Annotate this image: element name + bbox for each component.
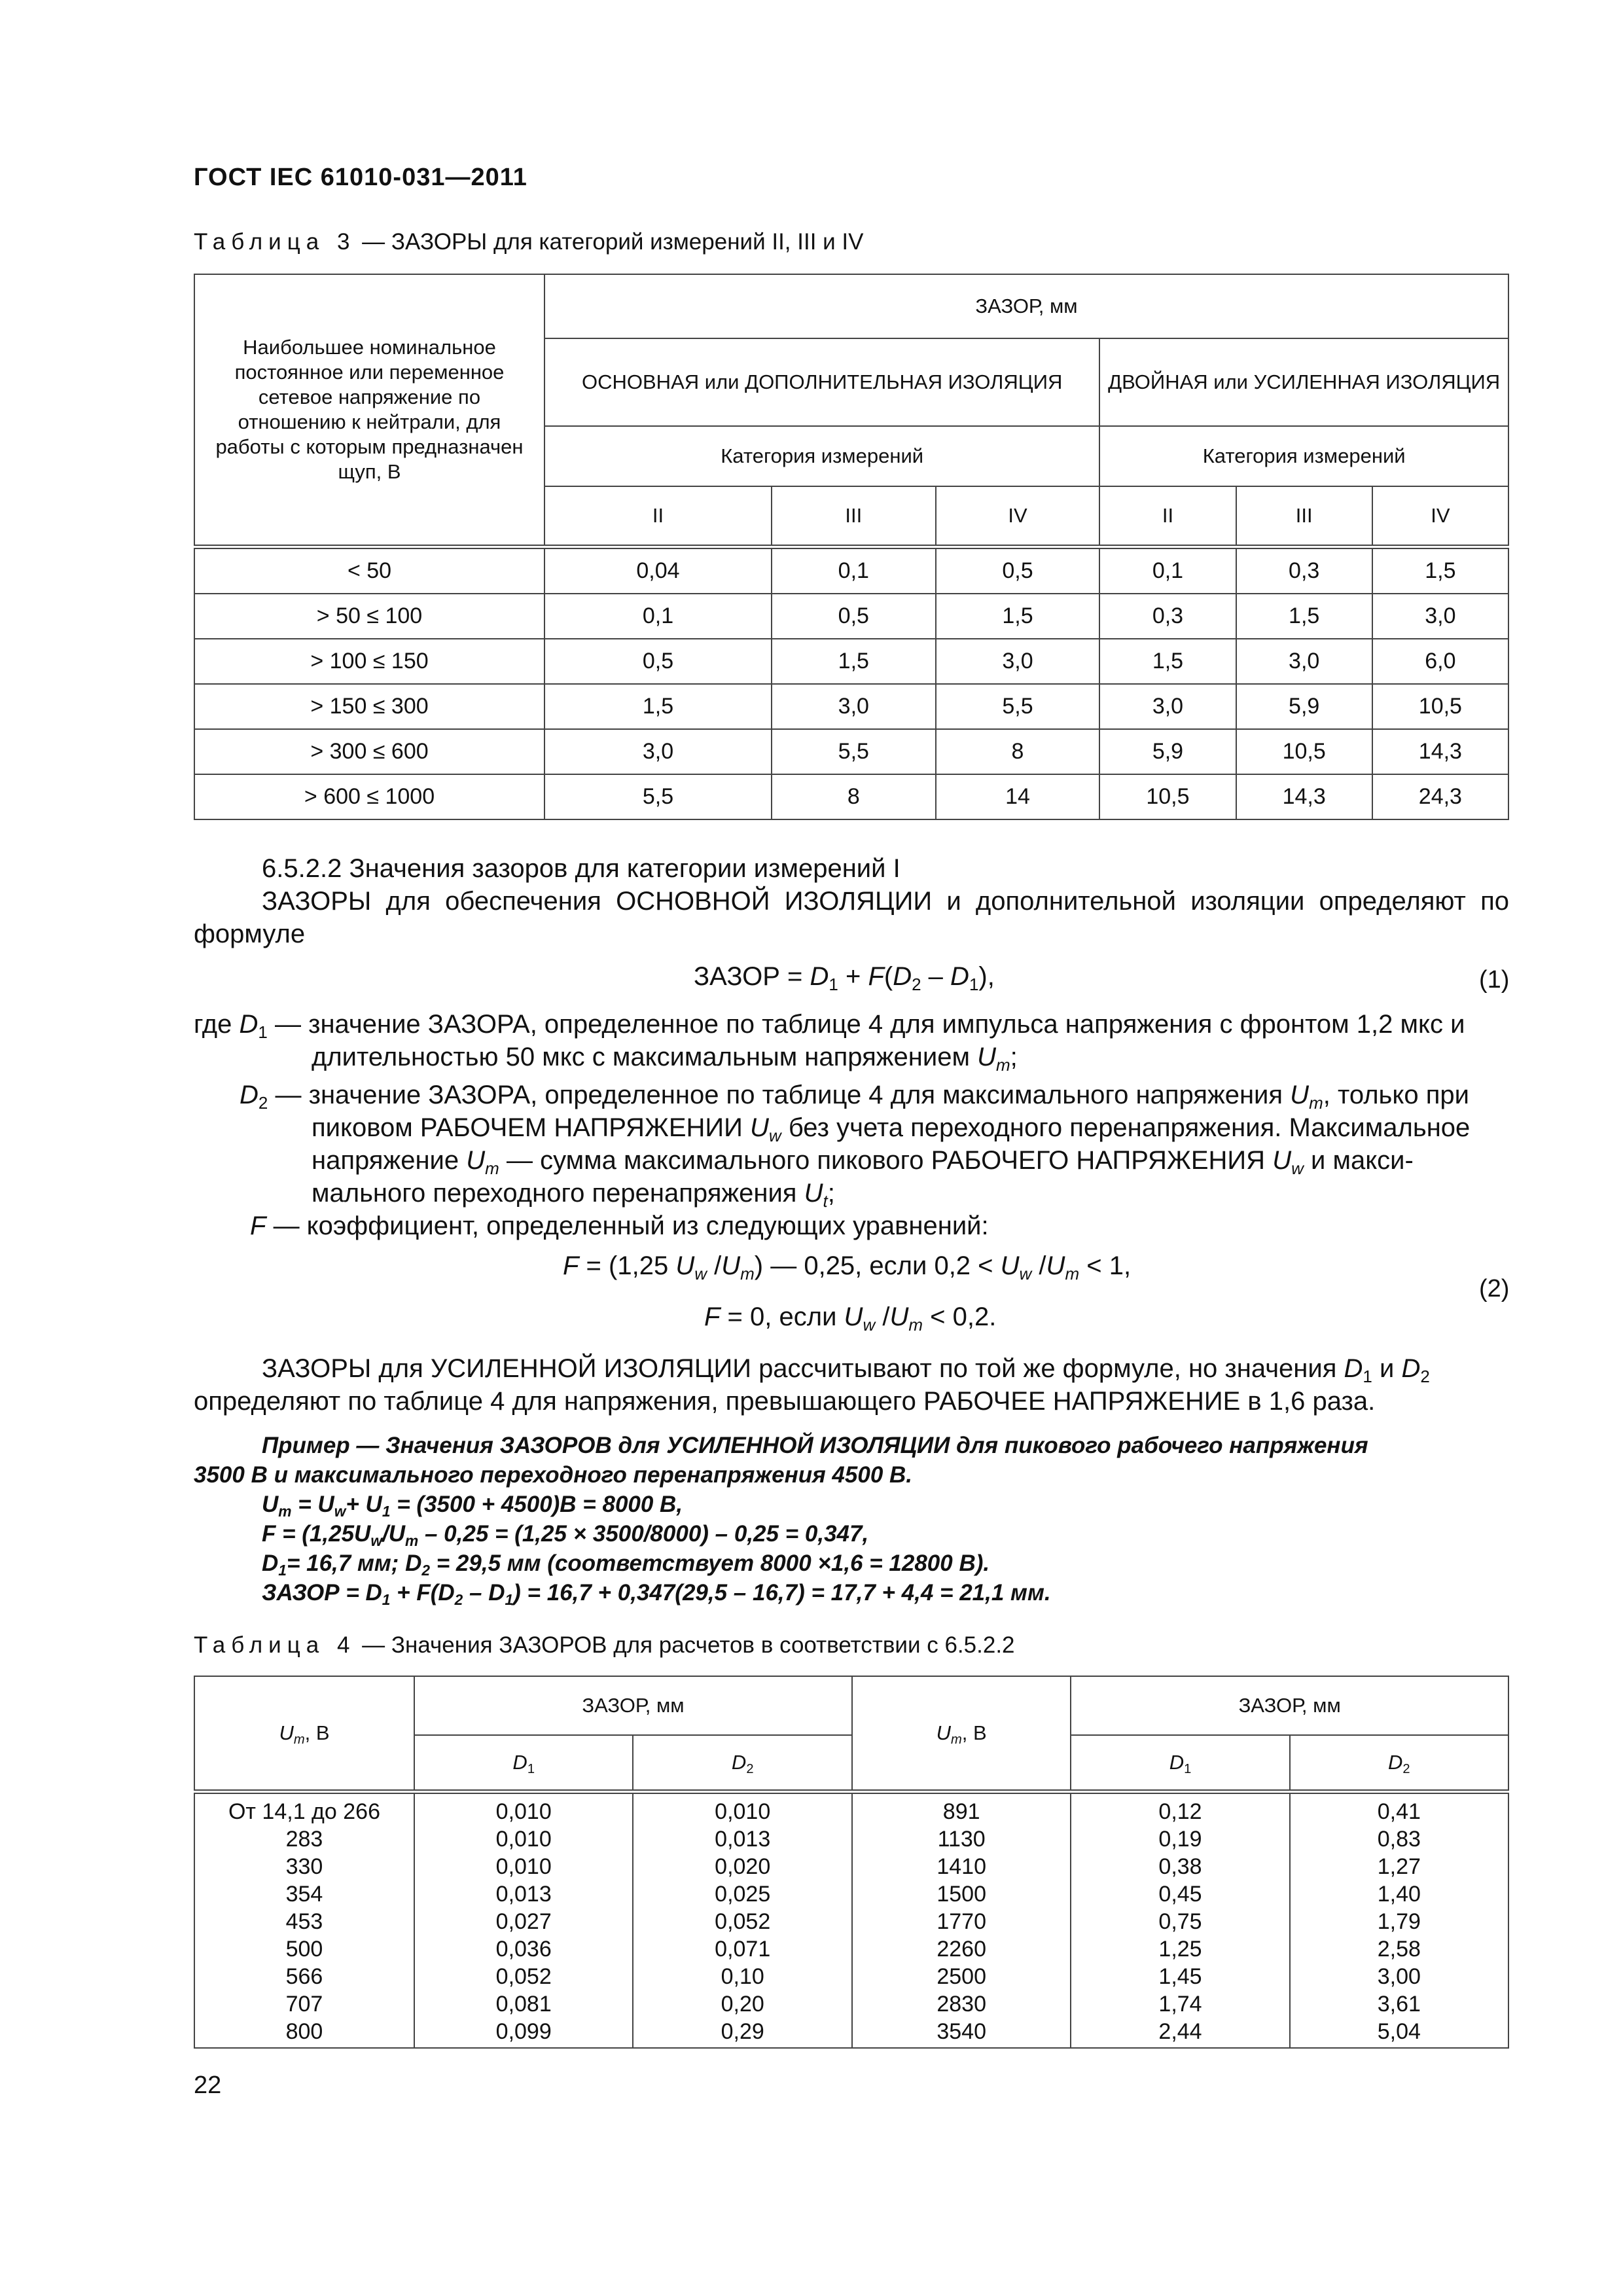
table4-value: 2260 [936,1936,986,1962]
table4-col-um-left [194,1791,414,2048]
equation-2-number: (2) [1479,1275,1510,1302]
example-line-1: Пример — Значения ЗАЗОРОВ для УСИЛЕННОЙ ИЗОЛЯЦИИ для пикового рабочего напряжения [262,1433,1368,1458]
table3-clearance-cell: 0,5 [772,594,936,639]
table4-value: 0,052 [715,1909,771,1934]
table4-value: 0,75 [1158,1909,1202,1934]
table4-value: 3,61 [1377,1991,1421,2017]
table4-value: 0,025 [715,1881,771,1907]
table4-value: 1,74 [1158,1991,1202,2017]
d1-definition-line-2: длительностью 50 мкс с максимальным напряжением [312,1043,970,1071]
definition-d2-line-3: напряжение $U_m$ — сумма максимального пикового РАБОЧЕГО НАПРЯЖЕНИЯ $U_w$ и макси- [312,1146,1414,1178]
table4-clearance-header-right: ЗАЗОР, мм [1071,1676,1508,1735]
table3-clearance-cell: 1,5 [1236,594,1372,639]
table4-value: 0,036 [495,1936,552,1962]
definition-d1-cont: длительностью 50 мкс с максимальным напряжением $U_m$; [312,1043,1018,1075]
table4-value: 5,04 [1377,2018,1421,2044]
table4-col-um-right [852,1791,1071,2048]
table4-value: 0,41 [1377,1799,1421,1824]
table4-value: 0,45 [1158,1881,1202,1907]
equation-2-line-2: F = 0, если $U_w$ $/U_m < 0,2$. [704,1302,997,1335]
equation-1-number: (1) [1479,966,1510,994]
table4-value: 0,010 [495,1826,552,1852]
table3-clearance-cell: 5,9 [1099,729,1236,774]
table3-row [194,639,1508,684]
table3-clearance-cell: 5,5 [544,774,772,819]
table4-value: 0,052 [495,1964,552,1989]
table3-clearance-cell: 10,5 [1236,729,1372,774]
section-paragraph-2-line-2: определяют по таблице 4 для напряжения, превышающего РАБОЧЕЕ НАПРЯЖЕНИЕ в 1,6 раза. [194,1387,1376,1416]
table4-value: 0,83 [1377,1826,1421,1852]
table3-clearance-cell: 0,1 [544,594,772,639]
table4-value: 500 [285,1936,323,1962]
d2-definition-line-3-end: и макси- [1310,1146,1414,1175]
table3-clearance-cell: 0,5 [936,547,1100,594]
table4-value: 3,00 [1377,1964,1421,1989]
page-number: 22 [194,2072,222,2099]
table3-clearance-cell: 1,5 [772,639,936,684]
table4-value: 0,010 [715,1799,771,1824]
table4-clearance-header-left: ЗАЗОР, мм [414,1676,852,1735]
table4-value: От 14,1 до 266 [228,1799,380,1824]
table4-value: 0,099 [495,2018,552,2044]
table4-value: 1,25 [1158,1936,1202,1962]
table3-clearance-cell: 0,5 [544,639,772,684]
table4-caption-prefix: Таблица 4 [194,1632,356,1658]
table3-clearance-cell: 14 [936,774,1100,819]
table4 [194,1676,1509,2049]
table4-value: 2830 [936,1991,986,2017]
table4-value: 0,010 [495,1854,552,1879]
where-word: где [194,1010,232,1039]
section-paragraph-2-line-1: ЗАЗОРЫ для УСИЛЕННОЙ ИЗОЛЯЦИИ рассчитывают по той же формуле, но значения $D_1$ и $D_2$ [262,1354,1430,1386]
table4-col-d2-right [1290,1791,1508,2048]
table3-clearance-cell: 0,1 [1099,547,1236,594]
example-calc-4: ЗАЗОР = $D_1 + F(D_2 - D_1) = 16,7 + 0,347(29,5 - 16,7) = 17,7 + 4,4 = 21,1$ мм. [262,1580,1051,1608]
table4-col-d1-left [414,1791,633,2048]
table4-value: 3540 [936,2018,986,2044]
equation-2-line-1: F = (1,25 $U_w$ $/U_m$) — 0,25, если $0,2 < U_w$ $/U_m < 1$, [563,1251,1132,1283]
equation-1: ЗАЗОР = $D_1 + F(D_2 - D_1)$, [694,962,995,994]
table4-value: 453 [285,1909,323,1934]
table4-value: 0,12 [1158,1799,1202,1824]
section-heading: 6.5.2.2 Значения зазоров для категории измерений I [262,854,901,883]
definition-d2-line-4: мального переходного перенапряжения $U_t$; [312,1179,835,1211]
table4-value: 1,27 [1377,1854,1421,1879]
table3-voltage-cell: > 150 ≤ 300 [194,684,544,729]
table4-value: 0,013 [715,1826,771,1852]
table4-col-d2-left [633,1791,852,2048]
table4-value: 0,020 [715,1854,771,1879]
d2-definition-line-2: пиковом РАБОЧЕМ НАПРЯЖЕНИИ [312,1113,743,1142]
table3-group-reinforced: ДВОЙНАЯ или УСИЛЕННАЯ ИЗОЛЯЦИЯ [1099,338,1508,426]
table3-clearance-cell: 3,0 [936,639,1100,684]
table4-value: 0,010 [495,1799,552,1824]
table3-clearance-cell: 3,0 [1372,594,1508,639]
table4-d2-header-right: $D_2$ [1290,1735,1508,1791]
paragraph-2-text-1: ЗАЗОРЫ для УСИЛЕННОЙ ИЗОЛЯЦИИ рассчитывают по той же формуле, но значения [262,1354,1337,1383]
table4-value: 1,45 [1158,1964,1202,1989]
table3-clearance-cell: 24,3 [1372,774,1508,819]
table3-category-label-1: Категория измерений [544,426,1099,486]
table3-clearance-cell: 3,0 [772,684,936,729]
table3-clearance-cell: 14,3 [1236,774,1372,819]
table3-row-header: Наибольшее номинальное постоянное или переменное сетевое напряжение по отношению к нейтрали, для работы с которым предназначен щуп, В [194,274,544,547]
definition-d2-line-2: пиковом РАБОЧЕМ НАПРЯЖЕНИИ $U_w$ без учета переходного перенапряжения. Максимальное [312,1113,1471,1145]
table4-value: 0,027 [495,1909,552,1934]
table3-clearance-cell: 1,5 [544,684,772,729]
table3-cat-iii-2: III [1236,486,1372,547]
table4-caption-text: — Значения ЗАЗОРОВ для расчетов в соответствии с 6.5.2.2 [362,1632,1015,1658]
table4-value: 800 [285,2018,323,2044]
table3-row [194,684,1508,729]
definition-d1: где $D_1$ — значение ЗАЗОРА, определенное по таблице 4 для импульса напряжения с фронтом 1,2 мкс и [194,1010,1465,1042]
definition-d2: $D_2$ — значение ЗАЗОРА, определенное по таблице 4 для максимального напряжения $U_m$, только при [240,1081,1469,1113]
table3-clearance-cell: 3,0 [1099,684,1236,729]
table3-clearance-cell: 10,5 [1099,774,1236,819]
section-paragraph-1: ЗАЗОРЫ для обеспечения ОСНОВНОЙ ИЗОЛЯЦИИ и дополнительной изоляции определяют по формуле [194,887,1509,948]
table3-caption-prefix: Таблица 3 [194,229,356,255]
table4-col-d1-right [1071,1791,1289,2048]
table4-value: 0,013 [495,1881,552,1907]
table3-clearance-cell: 8 [772,774,936,819]
table4-value: 2,58 [1377,1936,1421,1962]
table4-d1-header-left: $D_1$ [414,1735,633,1791]
table4-um-header-right: $U_m$, В [852,1676,1071,1791]
table3-group-basic: ОСНОВНАЯ или ДОПОЛНИТЕЛЬНАЯ ИЗОЛЯЦИЯ [544,338,1099,426]
table4-value: 0,19 [1158,1826,1202,1852]
table3-caption-text: — ЗАЗОРЫ для категорий измерений II, III и IV [362,229,864,255]
table3-clearance-cell: 3,0 [544,729,772,774]
table3-cat-ii-2: II [1099,486,1236,547]
d2-definition-line-1: — значение ЗАЗОРА, определенное по таблице 4 для максимального напряжения [275,1081,1283,1109]
d2-definition-line-1-tail: , только при [1323,1081,1469,1109]
table4-value: 0,081 [495,1991,552,2017]
table3-cat-iii-1: III [772,486,936,547]
table3-clearance-cell: 5,5 [772,729,936,774]
example-calc-3: $D_1= 16,7$ мм; $D_2 = 29,5$ мм (соответствует 8000 ×1,6 = 12800 В). [262,1551,990,1579]
table4-value: 566 [285,1964,323,1989]
table3-clearance-cell: 1,5 [1372,547,1508,594]
table3-row [194,594,1508,639]
table4-um-header-left: $U_m$, В [194,1676,414,1791]
d1-definition-line-1: — значение ЗАЗОРА, определенное по таблице 4 для импульса напряжения с фронтом 1,2 мкс и [275,1010,1465,1039]
table4-value: 1,79 [1377,1909,1421,1934]
table4-value: 283 [285,1826,323,1852]
table3-row [194,774,1508,819]
table3-clearance-cell: 0,1 [772,547,936,594]
table3-clearance-cell: 0,3 [1099,594,1236,639]
table4-value: 707 [285,1991,323,2017]
table4-value: 2500 [936,1964,986,1989]
table4-value: 0,20 [721,1991,764,2017]
table3-clearance-cell: 5,5 [936,684,1100,729]
table3 [194,274,1509,820]
table4-value: 1770 [936,1909,986,1934]
d2-definition-line-2-tail: без учета переходного перенапряжения. Максимальное [788,1113,1471,1142]
table4-value: 330 [285,1854,323,1879]
example-calc-2: $F = (1,25U_w/U_m - 0,25 = (1,25 \times 3500/8000) - 0,25 = 0,347$, [262,1521,869,1549]
table3-clearance-header: ЗАЗОР, мм [544,274,1508,338]
d2-definition-line-3: напряжение [312,1146,459,1175]
document-header: ГОСТ IEC 61010-031—2011 [194,164,527,191]
example-calc-1: $U_m = U_w+ U_1 = (3500 + 4500)В = 8000$ В, [262,1492,683,1520]
table4-value: 1500 [936,1881,986,1907]
table3-clearance-cell: 0,3 [1236,547,1372,594]
table3-clearance-cell: 0,04 [544,547,772,594]
definition-f: F — коэффициент, определенный из следующих уравнений: [250,1211,989,1240]
table3-clearance-cell: 5,9 [1236,684,1372,729]
table4-value: 2,44 [1158,2018,1202,2044]
table3-row [194,547,1508,594]
table4-value: 1130 [937,1826,986,1852]
table3-clearance-cell: 8 [936,729,1100,774]
table3-category-label-2: Категория измерений [1099,426,1508,486]
table4-d2-header-left: $D_2$ [633,1735,852,1791]
d2-definition-line-4: мального переходного перенапряжения [312,1179,797,1208]
table4-value: 0,10 [721,1964,764,1989]
table3-cat-iv-1: IV [936,486,1100,547]
table3-voltage-cell: > 50 ≤ 100 [194,594,544,639]
table3-cat-ii-1: II [544,486,772,547]
table3-clearance-cell: 1,5 [1099,639,1236,684]
d2-definition-line-3-tail: — сумма максимального пикового РАБОЧЕГО НАПРЯЖЕНИЯ [506,1146,1266,1175]
example-line-2: 3500 В и максимального переходного перенапряжения 4500 В. [194,1462,913,1488]
table3-clearance-cell: 14,3 [1372,729,1508,774]
table4-value: 891 [942,1799,980,1824]
table3-voltage-cell: > 300 ≤ 600 [194,729,544,774]
table4-value: 0,29 [721,2018,764,2044]
table3-clearance-cell: 10,5 [1372,684,1508,729]
table3-cat-iv-2: IV [1372,486,1508,547]
table3-clearance-cell: 3,0 [1236,639,1372,684]
f-definition: — коэффициент, определенный из следующих уравнений: [273,1211,989,1240]
table4-value: 1410 [936,1854,986,1879]
table4-value: 0,38 [1158,1854,1202,1879]
table3-voltage-cell: > 100 ≤ 150 [194,639,544,684]
table3-row [194,729,1508,774]
table3-clearance-cell: 6,0 [1372,639,1508,684]
table4-d1-header-right: $D_1$ [1071,1735,1289,1791]
table4-value: 354 [285,1881,323,1907]
table3-voltage-cell: < 50 [194,547,544,594]
table4-value: 0,071 [715,1936,771,1962]
table4-caption [194,1632,1015,1659]
table3-clearance-cell: 1,5 [936,594,1100,639]
table3-voltage-cell: > 600 ≤ 1000 [194,774,544,819]
table3-caption [194,229,864,255]
table4-value: 1,40 [1377,1881,1421,1907]
